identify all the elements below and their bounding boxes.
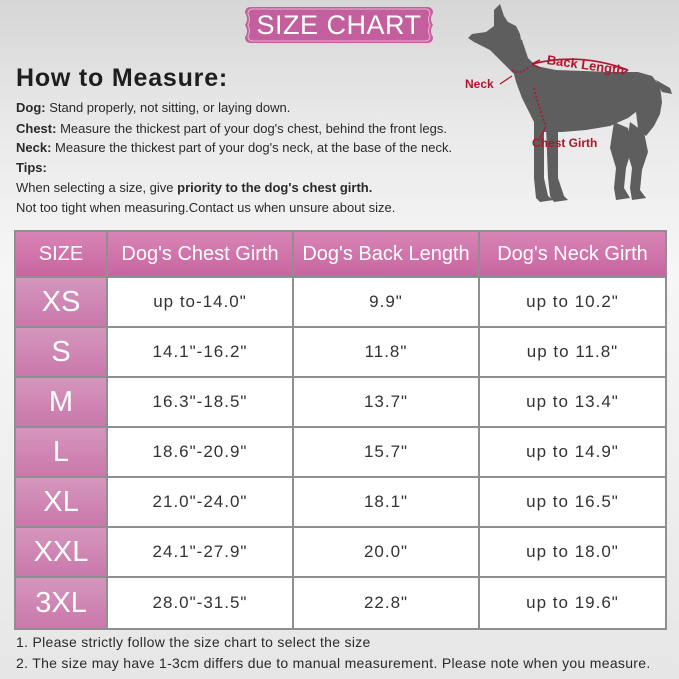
- chest-label: Chest:: [16, 121, 57, 136]
- back-length-cell: 15.7": [294, 428, 478, 476]
- header-size: SIZE: [16, 232, 106, 276]
- dog-measurement-diagram: [460, 2, 675, 214]
- neck-diagram-label: Neck: [465, 77, 494, 91]
- back-length-cell: 22.8": [294, 578, 478, 628]
- back-length-cell: 18.1": [294, 478, 478, 526]
- tips-label: Tips:: [16, 160, 47, 175]
- size-cell: XXL: [16, 528, 106, 576]
- back-length-cell: 11.8": [294, 328, 478, 376]
- neck-girth-cell: up to 13.4": [480, 378, 665, 426]
- chest-girth-cell: 14.1"-16.2": [108, 328, 292, 376]
- tip-two-text: Not too tight when measuring.Contact us when unsure about size.: [16, 200, 396, 215]
- neck-girth-cell: up to 19.6": [480, 578, 665, 628]
- chest-girth-diagram-label: Chest Girth: [532, 136, 598, 150]
- size-cell: 3XL: [16, 578, 106, 628]
- back-length-cell: 9.9": [294, 278, 478, 326]
- chest-girth-cell: 28.0"-31.5": [108, 578, 292, 628]
- note-two: 2. The size may have 1-3cm differs due to manual measurement. Please note when you measure.: [16, 655, 651, 671]
- neck-instruction: [16, 140, 452, 155]
- tip-one-bold: priority to the dog's chest girth.: [177, 180, 373, 195]
- size-cell: M: [16, 378, 106, 426]
- chest-text: Measure the thickest part of your dog's chest, behind the front legs.: [56, 121, 447, 136]
- dog-label: Dog:: [16, 100, 46, 115]
- size-cell: S: [16, 328, 106, 376]
- dog-instruction: [16, 100, 290, 115]
- back-length-cell: 13.7": [294, 378, 478, 426]
- size-chart-banner: [243, 5, 435, 45]
- size-cell: L: [16, 428, 106, 476]
- chest-girth-cell: 21.0"-24.0": [108, 478, 292, 526]
- how-to-measure-title: How to Measure:: [16, 64, 229, 92]
- chest-girth-cell: up to-14.0": [108, 278, 292, 326]
- tip-one-text: When selecting a size, give: [16, 180, 178, 195]
- tips-heading: [16, 160, 47, 175]
- chest-girth-cell: 18.6"-20.9": [108, 428, 292, 476]
- banner-title: SIZE CHART: [256, 10, 422, 40]
- back-length-cell: 20.0": [294, 528, 478, 576]
- neck-girth-cell: up to 10.2": [480, 278, 665, 326]
- neck-text: Measure the thickest part of your dog's neck, at the base of the neck.: [51, 140, 453, 155]
- header-neck-girth: Dog's Neck Girth: [480, 232, 665, 276]
- chest-instruction: [16, 121, 447, 136]
- neck-girth-cell: up to 16.5": [480, 478, 665, 526]
- dog-text: Stand properly, not sitting, or laying down.: [45, 100, 291, 115]
- dog-silhouette-icon: [468, 4, 672, 202]
- tip-two: [16, 200, 395, 215]
- chest-girth-cell: 16.3"-18.5": [108, 378, 292, 426]
- size-cell: XL: [16, 478, 106, 526]
- neck-girth-cell: up to 18.0": [480, 528, 665, 576]
- header-back-length: Dog's Back Length: [294, 232, 478, 276]
- chest-girth-cell: 24.1"-27.9": [108, 528, 292, 576]
- neck-girth-cell: up to 11.8": [480, 328, 665, 376]
- neck-girth-cell: up to 14.9": [480, 428, 665, 476]
- note-one: 1. Please strictly follow the size chart to select the size: [16, 634, 371, 650]
- size-cell: XS: [16, 278, 106, 326]
- tip-one: [16, 180, 372, 195]
- header-chest-girth: Dog's Chest Girth: [108, 232, 292, 276]
- back-length-diagram-label: Back Length: [545, 52, 626, 78]
- neck-label: Neck:: [16, 140, 52, 155]
